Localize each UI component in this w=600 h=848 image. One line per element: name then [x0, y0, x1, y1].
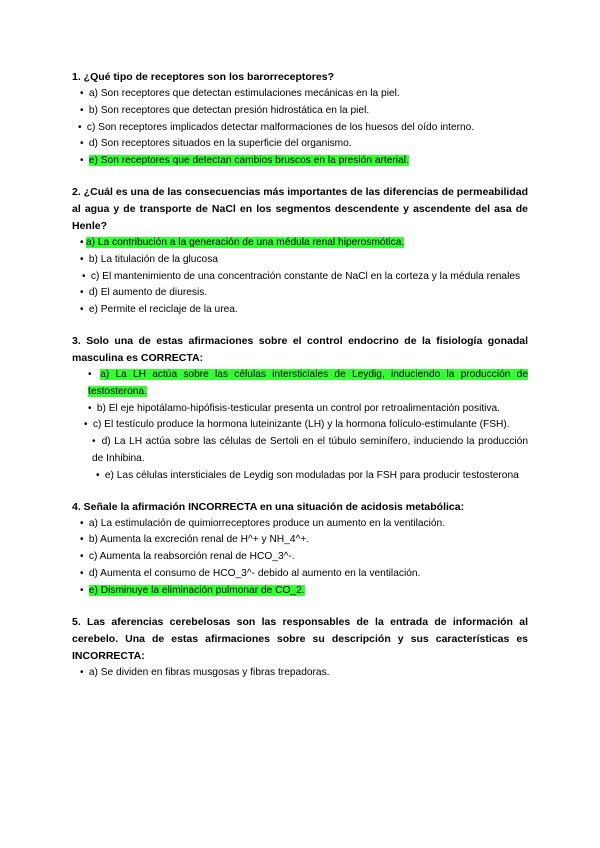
exam-page [72, 69, 528, 681]
question-title: 1. ¿Qué tipo de receptores son los barorreceptores? [72, 71, 334, 83]
option-a: • a) Se dividen en fibras musgosas y fibras trepadoras. [72, 665, 528, 682]
option-a: • a) La estimulación de quimiorreceptores produce un aumento en la ventilación. [72, 516, 528, 533]
option-e-correct [72, 153, 528, 170]
highlighted-answer: a) La contribución a la generación de una médula renal hiperosmótica. [86, 236, 405, 248]
bullet: • [80, 584, 84, 596]
question-title: 4. Señale la afirmación INCORRECTA en una situación de acidosis metabólica: [72, 500, 465, 513]
bullet: • [82, 270, 86, 282]
options-list [72, 235, 528, 319]
question-3 [72, 333, 528, 485]
option-b: • b) El eje hipotálamo-hipófisis-testicular presenta un control por retroalimentación positiva. [72, 401, 528, 418]
question-1 [72, 69, 528, 170]
bullet: • [80, 236, 84, 248]
bullet: • [96, 469, 100, 481]
question-5 [72, 614, 528, 682]
option-d: • d) El aumento de diuresis. [72, 285, 528, 302]
option-e: • e) Permite el reciclaje de la urea. [72, 302, 528, 319]
bullet: • [80, 666, 84, 678]
bullet: • [80, 534, 84, 546]
question-title: 3. Solo una de estas afirmaciones sobre el control endocrino de la fisiología gonadal masculina es CORRECTA: [72, 334, 528, 364]
option-d: • d) La LH actúa sobre las células de Sertoli en el túbulo seminífero, induciendo la producción de Inhibina. [92, 436, 528, 464]
question-title: 5. Las aferencias cerebelosas son las responsables de la entrada de información al cerebelo. Una de estas afirmaciones sobre su descripción y sus características es INCORRECTA: [72, 615, 528, 662]
bullet: • [80, 88, 84, 99]
option-a: • a) Son receptores que detectan estimulaciones mecánicas en la piel. [72, 86, 528, 103]
option-a-correct [72, 367, 528, 401]
option-e: • e) Las células intersticiales de Leydig son moduladas por la FSH para producir testosterona [72, 468, 528, 485]
bullet: • [80, 253, 84, 265]
options-list [72, 665, 528, 682]
option-c: • c) El testículo produce la hormona luteinizante (LH) y la hormona folículo-estimulante (FSH). [72, 417, 528, 434]
option-c: • c) El mantenimiento de una concentración constante de NaCl en la corteza y la médula renales [72, 269, 528, 286]
bullet: • [78, 121, 82, 133]
bullet: • [80, 155, 84, 167]
bullet: • [80, 567, 84, 579]
bullet: • [80, 287, 84, 299]
options-list [72, 86, 528, 170]
question-4 [72, 499, 528, 600]
option-e-correct [72, 583, 528, 600]
options-list [72, 367, 528, 485]
bullet: • [88, 402, 92, 414]
question-2 [72, 184, 528, 319]
question-title: 2. ¿Cuál es una de las consecuencias más importantes de las diferencias de permeabilidad al agua y de transporte de NaCl en los segmentos descendente y ascendente del asa de Henle? [72, 185, 528, 232]
bullet: • [80, 138, 84, 150]
highlighted-answer: a) La LH actúa sobre las células intersticiales de Leydig, induciendo la producción de testosterona. [88, 368, 528, 397]
highlighted-answer: e) Son receptores que detectan cambios bruscos en la presión arterial. [88, 155, 409, 167]
option-d: • d) Aumenta el consumo de HCO_3^- debido al aumento en la ventilación. [72, 566, 528, 583]
option-b: • b) Aumenta la excreción renal de H^+ y NH_4^+. [72, 532, 528, 549]
option-c: • c) Son receptores implicados detectar malformaciones de los huesos del oído interno. [72, 120, 528, 137]
bullet: • [80, 304, 84, 316]
bullet: • [92, 436, 96, 448]
option-b: • b) La titulación de la glucosa [72, 252, 528, 269]
option-b: • b) Son receptores que detectan presión hidrostática en la piel. [72, 103, 528, 120]
highlighted-answer: e) Disminuye la eliminación pulmonar de CO_2. [88, 584, 305, 596]
bullet: • [88, 368, 92, 380]
bullet: • [80, 517, 84, 529]
bullet: • [84, 419, 88, 431]
option-d: • d) Son receptores situados en la superficie del organismo. [72, 136, 528, 153]
bullet: • [80, 551, 84, 563]
option-a-correct [72, 235, 528, 252]
option-c: • c) Aumenta la reabsorción renal de HCO_3^-. [72, 549, 528, 566]
options-list [72, 516, 528, 600]
bullet: • [80, 104, 84, 116]
